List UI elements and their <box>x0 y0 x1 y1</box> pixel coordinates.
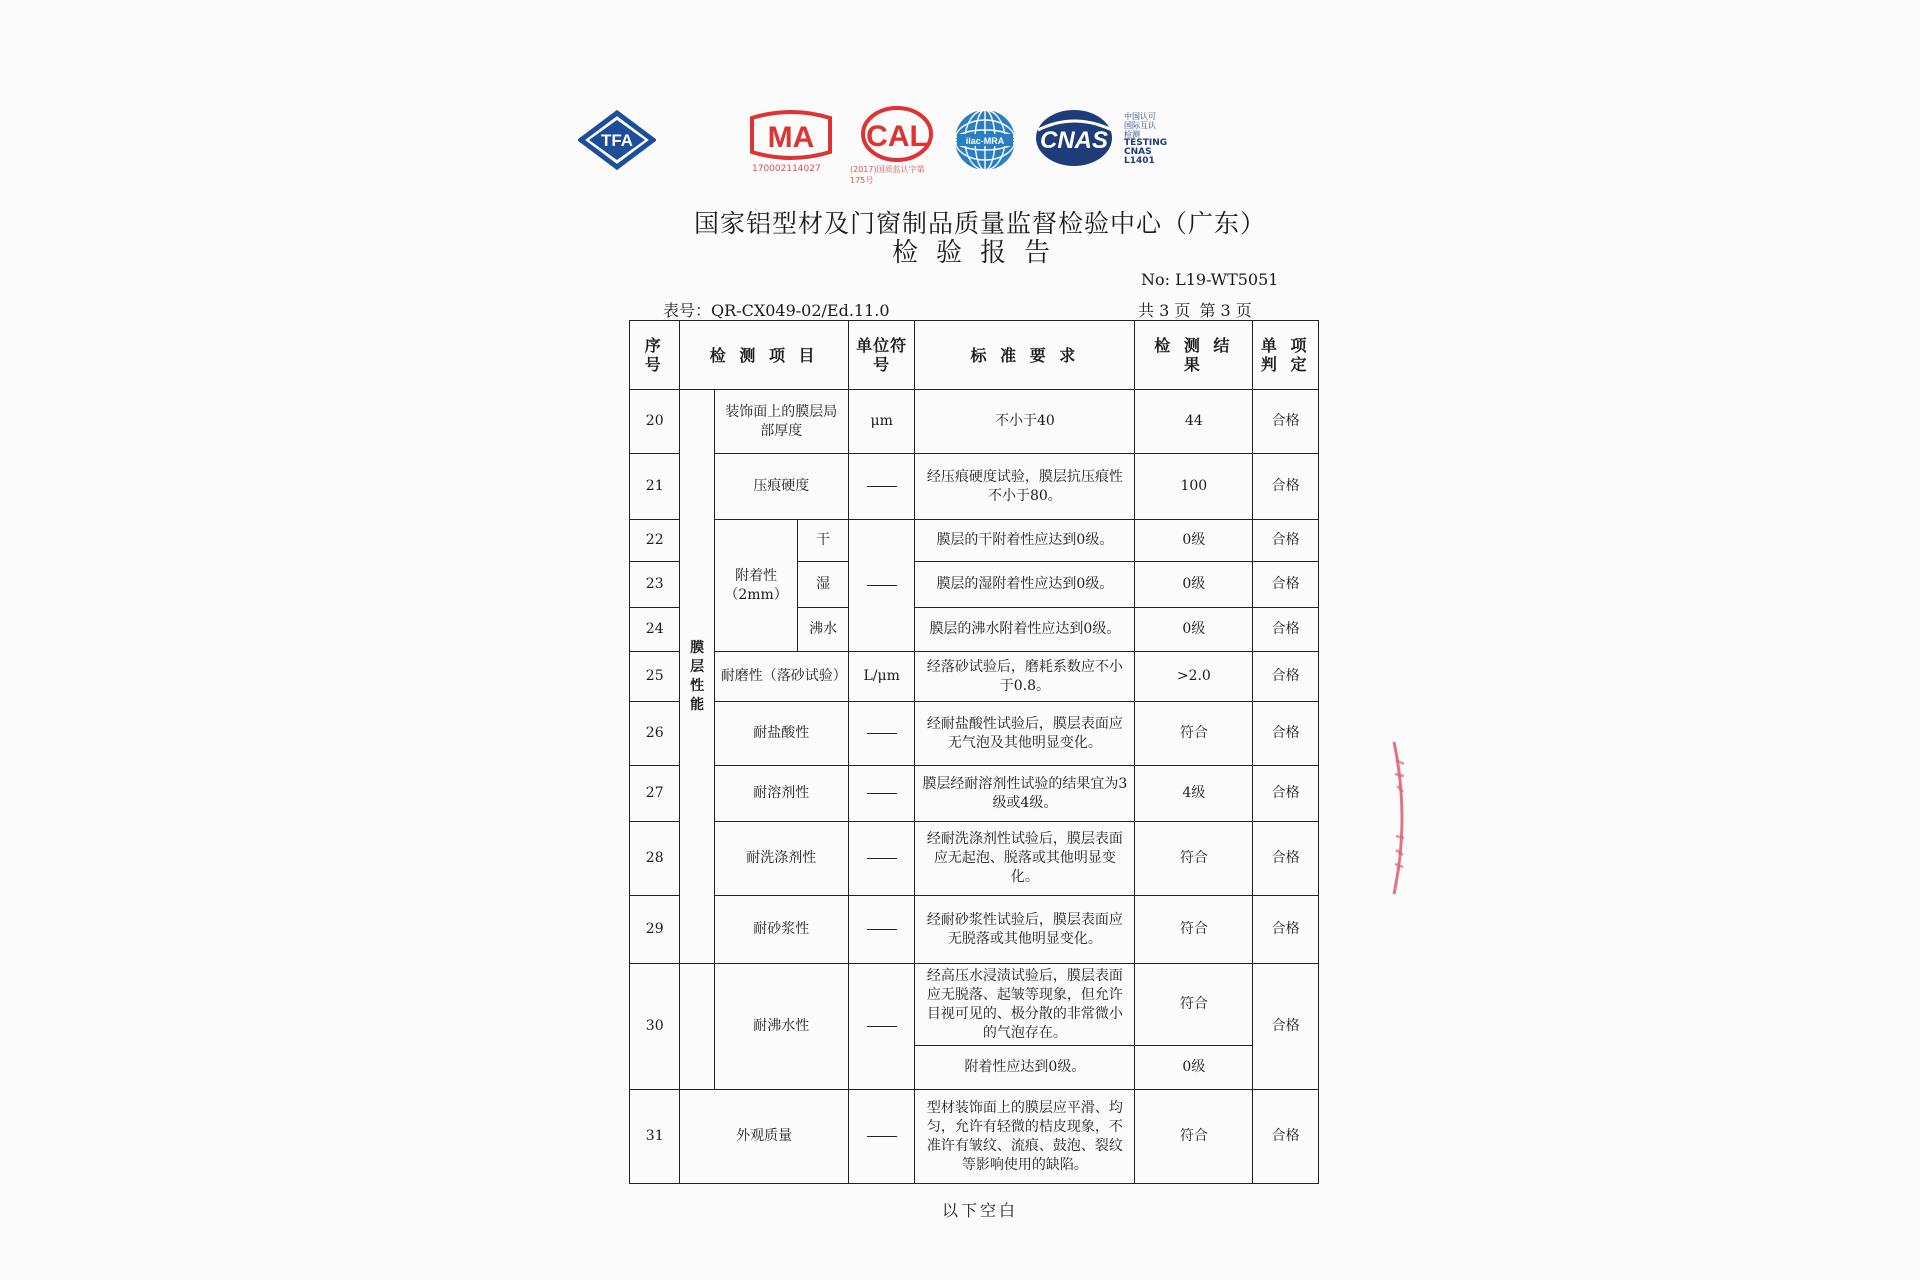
cnas-side-text: 中国认可 国际互认 检测 TESTING CNAS L1401 <box>1124 112 1168 166</box>
header-judgement: 单 项 判 定 <box>1253 321 1319 390</box>
header-standard: 标 准 要 求 <box>915 321 1135 390</box>
svg-text:CAL: CAL <box>866 120 928 153</box>
cal-number: (2017)国质监认字第175号 <box>850 165 925 185</box>
table-row: 21 压痕硬度 经压痕硬度试验，膜层抗压痕性不小于80。 100 合格 <box>630 454 1319 520</box>
page-current: 第 3 页 <box>1199 301 1252 320</box>
table-row: 29 耐砂浆性 经耐砂浆性试验后，膜层表面应无脱落或其他明显变化。 符合 合格 <box>630 896 1319 964</box>
table-row: 30 耐沸水性 经高压水浸渍试验后，膜层表面应无脱落、起皱等现象，但允许目视可见的、极分散的非常微小的气泡存在。 符合 合格 <box>630 964 1319 1046</box>
blank-below-note: 以下空白 <box>941 1201 1018 1220</box>
svg-text:TFA: TFA <box>600 131 634 150</box>
inspection-table <box>629 320 1319 1184</box>
table-row: 23 湿 膜层的湿附着性应达到0级。 0级 合格 <box>630 562 1319 608</box>
svg-text:CNAS: CNAS <box>1039 127 1109 154</box>
category-cell: 膜层性能 <box>680 390 714 964</box>
table-row: 附着性应达到0级。 0级 <box>630 1046 1319 1090</box>
table-row: 20 膜层性能 装饰面上的膜层局部厚度 μm 不小于40 44 合格 <box>630 390 1319 454</box>
report-title: 检验报告 <box>891 238 1068 268</box>
table-row: 28 耐洗涤剂性 经耐洗涤剂性试验后，膜层表面应无起泡、脱落或其他明显变化。 符合 合格 <box>630 822 1319 896</box>
cma-logo <box>746 110 836 174</box>
dash <box>867 486 897 487</box>
tfa-logo <box>578 110 656 170</box>
dash <box>867 858 897 859</box>
dash <box>867 585 897 586</box>
institution-title: 国家铝型材及门窗制品质量监督检验中心（广东） <box>693 209 1266 238</box>
header-seq: 序号 <box>630 321 680 390</box>
dash <box>867 1026 897 1027</box>
ilac-mra-logo <box>953 108 1017 172</box>
svg-text:ilac-MRA: ilac-MRA <box>965 136 1005 146</box>
table-row: 31 外观质量 型材装饰面上的膜层应平滑、均匀，允许有轻微的桔皮现象，不准许有皱纹、流痕、鼓泡、裂纹等影响使用的缺陷。 符合 合格 <box>630 1090 1319 1184</box>
dash <box>867 733 897 734</box>
dash <box>867 929 897 930</box>
header-result: 检 测 结 果 <box>1135 321 1253 390</box>
form-number: 表号：QR-CX049-02/Ed.11.0 <box>663 301 890 320</box>
table-row: 22 附着性（2mm） 干 膜层的干附着性应达到0级。 0级 合格 <box>630 520 1319 562</box>
cnas-logo <box>1032 108 1182 174</box>
table-row: 26 耐盐酸性 经耐盐酸性试验后，膜层表面应无气泡及其他明显变化。 符合 合格 <box>630 702 1319 766</box>
cma-number: 170002114027 <box>752 164 821 174</box>
svg-text:MA: MA <box>767 121 815 154</box>
header-item: 检 测 项 目 <box>680 321 848 390</box>
cal-logo <box>850 106 938 185</box>
dash <box>867 793 897 794</box>
document-number: No: L19-WT5051 <box>1141 270 1279 289</box>
page-info <box>1138 298 1256 321</box>
table-row: 24 沸水 膜层的沸水附着性应达到0级。 0级 合格 <box>630 608 1319 652</box>
table-row: 25 耐磨性（落砂试验） L/μm 经落砂试验后，磨耗系数应不小于0.8。 >2.0 合格 <box>630 652 1319 702</box>
partial-seal-stamp <box>1390 740 1414 896</box>
table-row: 27 耐溶剂性 膜层经耐溶剂性试验的结果宜为3级或4级。 4级 合格 <box>630 766 1319 822</box>
header-unit: 单位符号 <box>848 321 915 390</box>
table-header-row <box>630 321 1319 390</box>
dash <box>867 1136 897 1137</box>
page-total: 共 3 页 <box>1138 301 1191 320</box>
